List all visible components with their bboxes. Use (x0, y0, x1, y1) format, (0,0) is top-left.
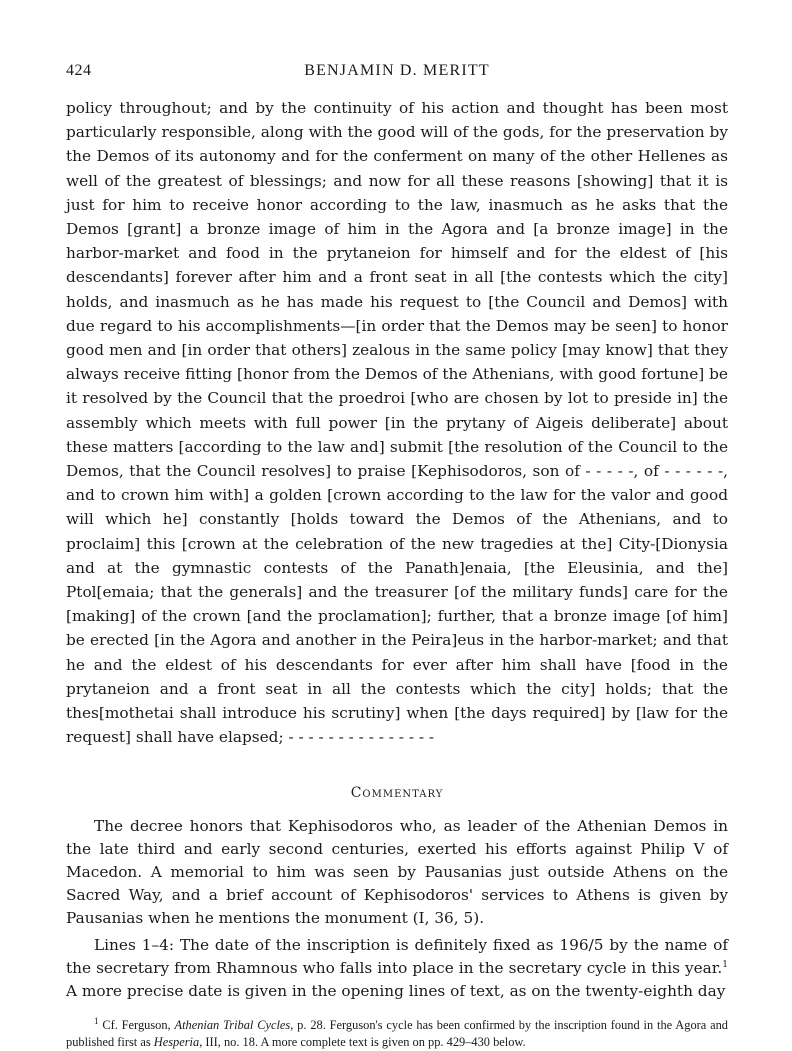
footnotes (66, 1017, 728, 1051)
running-head (66, 56, 728, 82)
commentary-paragraph: The decree honors that Kephisodoros who, as leader of the Athenian Demos in the late third and early second centuries, exerted his efforts against Philip V of Macedon. A memorial to him was seen by Pausanias just outside Athens on the Sacred Way, and a brief account of Kephisodoros' services to Athens is given by Pausanias when he mentions the monument (I, 36, 5). (66, 817, 728, 927)
footnote-book-title: Athenian Tribal Cycles (174, 1017, 291, 1032)
footnote-text-middle: , p. 28. Ferguson's cycle has been confirmed by the inscription found in the Agora and published first as (66, 1017, 728, 1049)
commentary-paragraph-lines (66, 934, 728, 1002)
page (66, 56, 728, 1051)
commentary-lines-continuation: A more precise date is given in the opening lines of text, as on the twenty-eighth day (66, 982, 726, 1001)
decree-translation-paragraph: policy throughout; and by the continuity of his action and thought has been most particularly responsible, along with the good will of the gods, for the preservation by the Demos of its autonomy and for the conferment on many of the other Hellenes as well of the greatest of blessings; and now for all these reasons [showing] that it is just for him to receive honor according to the law, inasmuch as he asks that the Demos [grant] a bronze image of him in the Agora and [a bronze image] in the harbor-market and food in the prytaneion for himself and for the eldest of [his descendants] forever after him and a front seat in all [the contests which the city] holds, and inasmuch as he has made his request to [the Council and Demos] with due regard to his accomplishments—[in order that the Demos may be seen] to honor good men and [in order that others] zealous in the same policy [may know] that they always receive fitting [honor from the Demos of the Athenians, with good fortune] be it resolved by the Council that the proedroi [who are chosen by lot to preside in] the assembly which meets with full power [in the prytany of Aigeis deliberate] about these matters [according to the law and] submit [the resolution of the Council to the Demos, that the Council resolves] to praise [Kephisodoros, son of - - - - -, of - - - - - -, and to crown him with] a golden [crown according to the law for the valor and good will which he] constantly [holds toward the Demos of the Athenians, and to proclaim] this [crown at the celebration of the new tragedies at the] City-[Dionysia and at the gymnastic contests of the Panath]enaia, [the Eleusinia, and the] Ptol[emaia; that the generals] and the treasurer [of the military funds] care for the [making] of the crown [and the proclamation]; further, that a bronze image [of him] be erected [in the Agora and another in the Peira]eus in the harbor-market; and that he and the eldest of his descendants for ever after him shall have [food in the prytaneion and a front seat in all the contests which the city] holds; that the thes[mothetai shall introduce his scrutiny] when [the days required] by [law for the request] shall have elapsed; - - - - - - - - - - - - - - - (66, 99, 728, 747)
running-head-author: BENJAMIN D. MERITT (304, 62, 490, 79)
footnote-journal-title: Hesperia (153, 1034, 200, 1049)
page-number: 424 (66, 62, 92, 79)
footnote-text-start: Cf. Ferguson, (98, 1017, 175, 1032)
footnote-text-end: , III, no. 18. A more complete text is given on pp. 429–430 below. (199, 1034, 526, 1049)
footnote-reference[interactable]: 1 (722, 960, 728, 971)
footnote-marker: 1 (94, 1015, 99, 1026)
footnote (66, 1017, 728, 1051)
commentary-heading: Commentary (350, 785, 444, 802)
decree-translation (66, 96, 728, 749)
commentary-lines-text: Lines 1–4: The date of the inscription is definitely fixed as 196/5 by the name of the secretary from Rhamnous who falls into place in the secretary cycle in this year. (66, 936, 728, 978)
commentary-section (66, 815, 728, 1002)
